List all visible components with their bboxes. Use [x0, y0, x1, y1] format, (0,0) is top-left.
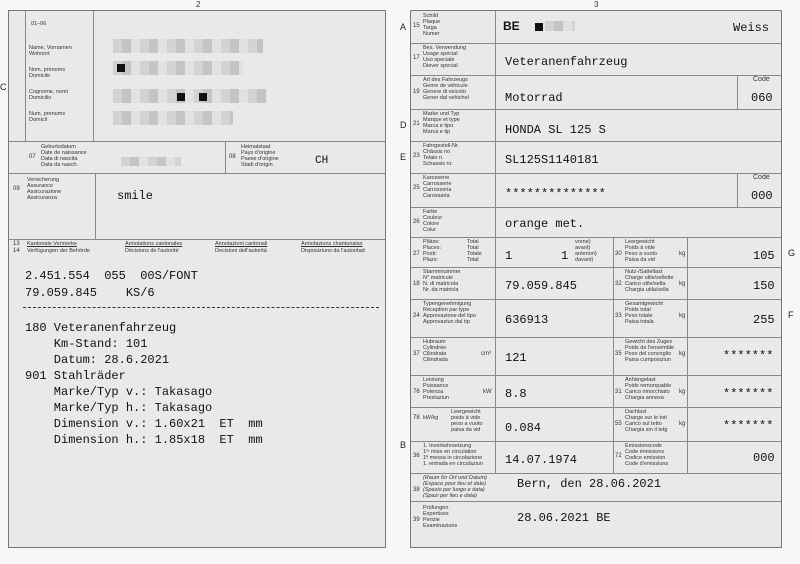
chassis-label: Fahrgestell-Nr. Châssis no Telaio n. Schassis nr. — [423, 143, 460, 167]
entry-line: 901 Stahlräder — [25, 369, 126, 383]
side-letter-e: E — [400, 152, 407, 162]
entry-line: Km-Stand: 101 — [25, 337, 148, 351]
vehicle-kind-value: Motorrad — [505, 91, 563, 105]
train-weight-unit: kg — [679, 351, 686, 357]
redaction-mark — [199, 93, 207, 101]
redacted-owner-line4 — [113, 111, 233, 125]
origin-value: CH — [315, 155, 329, 167]
entry-line: Marke/Typ v.: Takasago — [25, 385, 213, 399]
emission-code-num: 72 — [615, 453, 622, 459]
vehicle-kind-num: 19 — [413, 89, 420, 95]
payload-label: Nutz-/Sattellast Charge utile/sellette Carico utile/sella Chargia utila/sella — [625, 269, 674, 293]
empty-weight-unit: kg — [679, 251, 686, 257]
places-num: 27 — [413, 251, 420, 257]
origin-num: 08 — [229, 154, 236, 160]
remarks-de: Kantonale Vermerke — [27, 241, 77, 247]
remarks-rm2: Disposiziuns da l'autoritad — [301, 248, 365, 254]
redacted-birth-date — [121, 157, 181, 166]
body-code-label: Code — [753, 174, 770, 181]
place-date-num: 38 — [413, 487, 420, 493]
payload-num: 32 — [615, 281, 622, 287]
inspection-num: 39 — [413, 517, 420, 523]
entry-line: Dimension v.: 1.60x21 ET mm — [25, 417, 263, 431]
master-num: 18 — [413, 281, 420, 287]
chassis-num: 23 — [413, 153, 420, 159]
power-weight-label: Leergewicht poids à vide peso a vuoto paisa da vid — [451, 409, 483, 433]
total-weight-label: Gesamtgewicht Poids total Peso totale Paisa totala — [625, 301, 663, 325]
make-type-num: 21 — [413, 121, 420, 127]
right-page-number: 3 — [594, 0, 599, 9]
nom-label: Nom, prénoms Domicile — [29, 67, 66, 79]
left-page — [8, 10, 386, 548]
empty-weight-label: Leergewicht Poids à vide Peso a vuoto Paisa da vid — [625, 239, 658, 263]
remarks-rm: Annotaziuns chantunalas — [301, 241, 363, 247]
master-value: 79.059.845 — [505, 279, 578, 293]
redaction-mark — [177, 93, 185, 101]
color-label: Farbe Couleur Colore Colur — [423, 209, 443, 233]
displacement-label: Hubraum Cylindrée Cilindrata Cilindrada — [423, 339, 448, 363]
body-value: ************** — [505, 187, 606, 201]
inspection-value: 28.06.2021 BE — [517, 511, 611, 525]
power-weight-unit-label: kW/kg — [423, 415, 439, 421]
emission-code-value: 000 — [753, 451, 775, 465]
type-approval-num: 24 — [413, 313, 420, 319]
power-label: Leistung Puissance Potenza Prestaziun — [423, 377, 449, 401]
inspection-label: Prüfungen Expertises Perizie Examinaziuns — [423, 505, 458, 529]
plate-value: BE — [503, 19, 520, 33]
trailer-load-label: Anhängelast Poids remorquable Carico rimorchiato Chargia annexa — [625, 377, 672, 401]
first-registration-num: 36 — [413, 453, 420, 459]
body-label: Karosserie Carrosserie Carrozzeria Carossaria — [423, 175, 452, 199]
vehicle-kind-code-label: Code — [753, 76, 770, 83]
plate-num: 15 — [413, 23, 420, 29]
train-weight-num: 35 — [615, 351, 622, 357]
redacted-plate-number — [545, 21, 575, 31]
plate-color: Weiss — [733, 21, 770, 35]
empty-weight-value: 105 — [753, 249, 775, 263]
power-num: 76 — [413, 389, 420, 395]
form-code: 01–06 — [31, 21, 47, 27]
stamp-line-2: 79.059.845 KS/6 — [25, 286, 155, 300]
entry-line: Marke/Typ h.: Takasago — [25, 401, 213, 415]
color-value: orange met. — [505, 217, 585, 231]
remarks-de2: Verfügungen der Behörde — [27, 248, 90, 254]
train-weight-label: Gewicht des Zuges Poids de l'ensemble Peso del convoglio Paisa cumposiziun — [625, 339, 675, 363]
remarks-it: Annotazioni cantonali — [215, 241, 268, 247]
side-letter-a: A — [400, 22, 407, 32]
entry-line: 180 Veteranenfahrzeug — [25, 321, 177, 335]
name-label: Name, Vornamen Wohnort — [29, 45, 72, 57]
total-weight-num: 33 — [615, 313, 622, 319]
payload-value: 150 — [753, 279, 775, 293]
dashed-divider — [23, 307, 379, 308]
redacted-owner-line3 — [113, 89, 267, 103]
power-weight-value: 0.084 — [505, 421, 542, 435]
total-weight-unit: kg — [679, 313, 686, 319]
trailer-load-value: ******* — [723, 387, 774, 401]
type-approval-label: Typengenehmigung Réception par type Approvazione del tipo Approvaziun dal tip — [423, 301, 476, 325]
places-front-value: 1 — [561, 249, 569, 263]
train-weight-value: ******* — [723, 349, 774, 363]
displacement-unit: cm³ — [481, 351, 491, 357]
power-weight-num: 78 — [413, 415, 420, 421]
places-front-label: vorne) avant) anteriori) davant) — [575, 239, 597, 263]
special-use-num: 17 — [413, 55, 420, 61]
body-num: 25 — [413, 185, 420, 191]
power-value: 8.8 — [505, 387, 527, 401]
roof-load-unit: kg — [679, 421, 686, 427]
side-letter-c: C — [0, 82, 7, 92]
remarks-fr2: Décisions de l'autorité — [125, 248, 179, 254]
vehicle-kind-code: 060 — [751, 91, 773, 105]
type-approval-value: 636913 — [505, 313, 549, 327]
right-page — [410, 10, 782, 548]
color-num: 26 — [413, 219, 420, 225]
remarks-num-13: 13 — [13, 241, 20, 247]
vehicle-kind-label: Art des Fahrzeugs Genre de véhicule Genere di veicolo Gener dal vehichel — [423, 77, 469, 101]
places-label: Plätze: Places: Posti: Plazs: — [423, 239, 442, 263]
places-total-label: Total Total Totale Total — [467, 239, 482, 263]
trailer-load-unit: kg — [679, 389, 686, 395]
special-use-value: Veteranenfahrzeug — [505, 55, 628, 69]
first-registration-label: 1. Inverkehrsetzung 1ʳᵉ mise en circulation 1ª messa in circolazione 1. entrada en circulaziun — [423, 443, 483, 467]
first-registration-value: 14.07.1974 — [505, 453, 578, 467]
place-date-label: (Raum für Ort und Datum) (Espace pour lieu et date) (Spazio per luogo e data) (Spazi per lieu e data) — [423, 475, 487, 499]
master-label: Stammnummer N° matricule N. di matricola Nr. da matricla — [423, 269, 461, 293]
num-label: Num, prenums Domicil — [29, 111, 66, 123]
payload-unit: kg — [679, 281, 686, 287]
body-code: 000 — [751, 189, 773, 203]
stamp-line-1: 2.451.554 055 00S/FONT — [25, 269, 198, 283]
cognome-label: Cognome, nomi Domicilio — [29, 89, 68, 101]
side-letter-f: F — [788, 310, 794, 320]
side-letter-g: G — [788, 248, 796, 258]
insurance-num: 09 — [13, 186, 20, 192]
roof-load-value: ******* — [723, 419, 774, 433]
plate-label: Schild Plaque Targa Numer — [423, 13, 441, 37]
trailer-load-num: 31 — [615, 389, 622, 395]
power-unit: kW — [483, 389, 492, 395]
side-letter-d: D — [400, 120, 407, 130]
remarks-it2: Decisioni dell'autorità — [215, 248, 267, 254]
origin-label: Heimatstaat Pays d'origine Paese d'origine Stadi d'origin — [241, 144, 279, 168]
displacement-value: 121 — [505, 351, 527, 365]
make-type-label: Marke und Typ Marque et type Marca e tipo Marca e tip — [423, 111, 460, 135]
entry-line: Dimension h.: 1.85x18 ET mm — [25, 433, 263, 447]
insurance-label: Versicherung Assurance Assicurazione Assicuranza — [27, 177, 62, 201]
make-type-value: HONDA SL 125 S — [505, 123, 606, 137]
redacted-owner-name — [113, 39, 263, 53]
redacted-plate-number — [535, 23, 543, 31]
remarks-num-14: 14 — [13, 248, 20, 254]
emission-code-label: Emissionscode Code émissions Codice emission Code d'emissiuns — [625, 443, 669, 467]
roof-load-label: Dachlast Charge sur le toit Carico sul tetto Chargia sin il tetg — [625, 409, 668, 433]
insurance-value: smile — [117, 189, 154, 203]
places-total-value: 1 — [505, 249, 513, 263]
chassis-value: SL125S1140181 — [505, 153, 599, 167]
side-letter-b: B — [400, 440, 407, 450]
birth-num: 07 — [29, 154, 36, 160]
empty-weight-num: 30 — [615, 251, 622, 257]
left-page-number: 2 — [196, 0, 201, 9]
birth-label: Geburtsdatum Date de naissance Data di nascita Data da nasch. — [41, 144, 87, 168]
roof-load-num: 55 — [615, 421, 622, 427]
total-weight-value: 255 — [753, 313, 775, 327]
remarks-fr: Annotations cantonales — [125, 241, 183, 247]
special-use-label: Bes. Verwendung Usage spécial Uso speciale Diever special — [423, 45, 467, 69]
displacement-num: 37 — [413, 351, 420, 357]
entry-line: Datum: 28.6.2021 — [25, 353, 170, 367]
redaction-mark — [117, 64, 125, 72]
redacted-owner-line2 — [113, 61, 243, 75]
place-date-value: Bern, den 28.06.2021 — [517, 477, 662, 491]
